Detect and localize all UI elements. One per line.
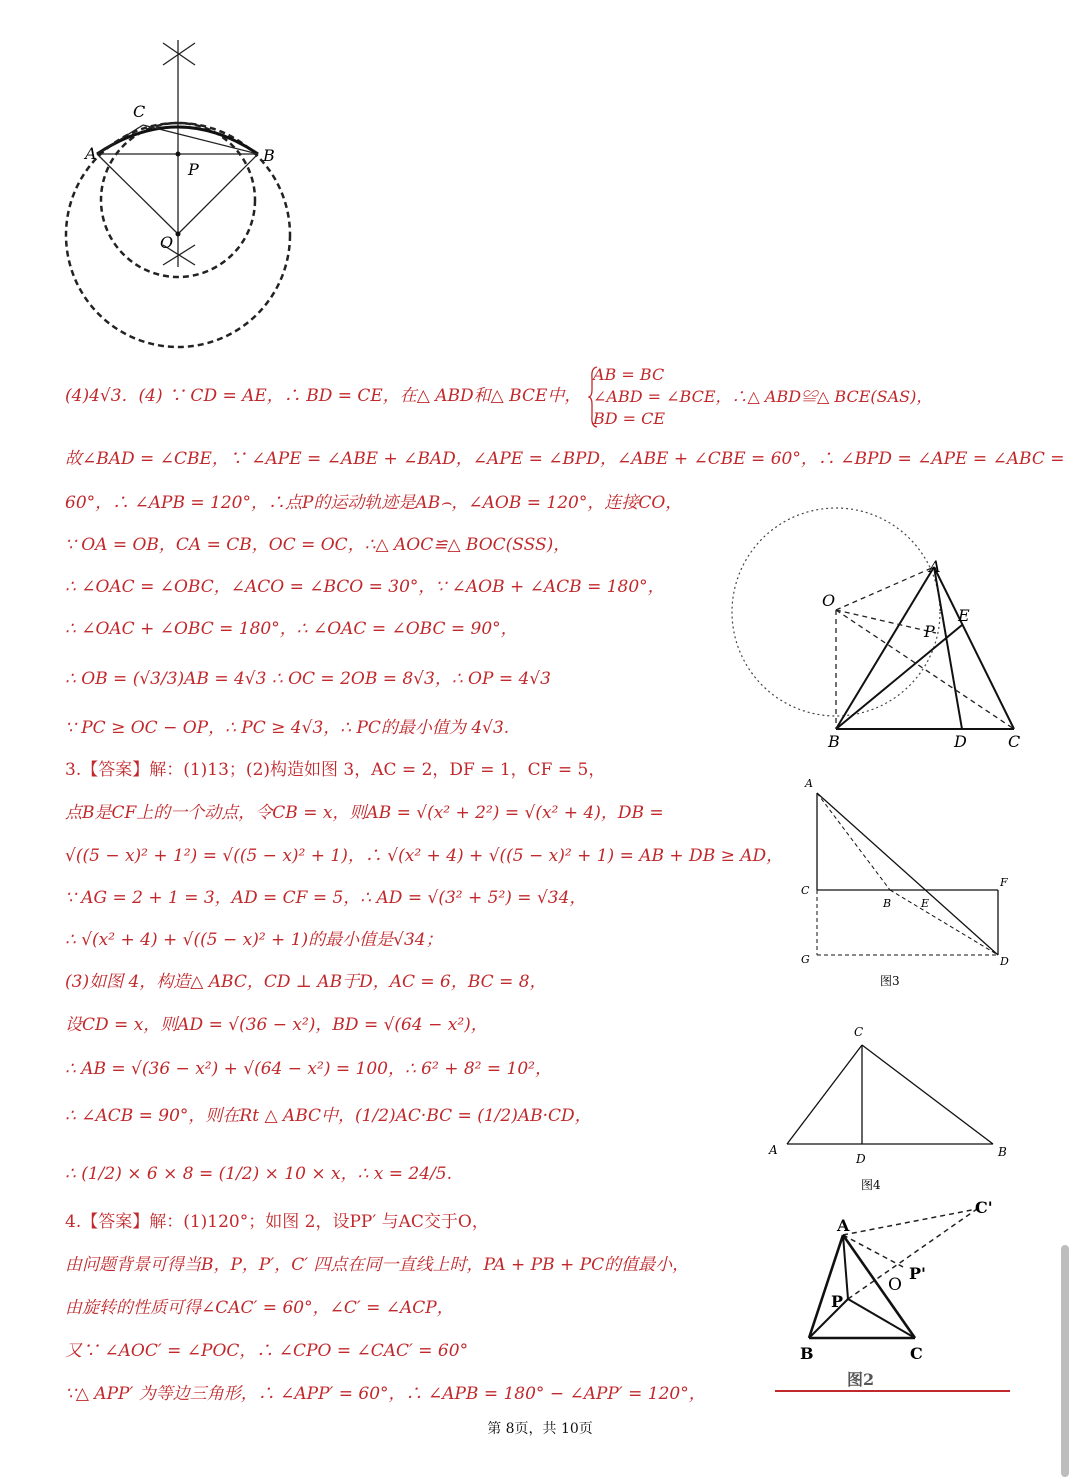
label-B: B	[800, 1344, 814, 1363]
answer-4-heading: 4.【答案】解：(1)120°；如图 2，设PP′ 与AC交于O，	[65, 1212, 489, 1232]
label-D: D	[856, 1152, 866, 1166]
solution-line: 由旋转的性质可得∠CAC′ = 60°，∠C′ = ∠ACP，	[65, 1298, 454, 1318]
figure-arc-construction	[55, 35, 305, 355]
solution-line: 由问题背景可得当B，P，P′，C′ 四点在同一直线上时，PA + PB + PC的值最小，	[65, 1255, 690, 1275]
solution-line: (4)4√3．(4) ∵ CD = AE，∴ BD = CE，在△ ABD和△ BCE中，	[65, 386, 582, 406]
label-P: P	[831, 1292, 844, 1311]
solution-line: √((5 − x)² + 1²) = √((5 − x)² + 1)，∴ √(x² + 4) + √((5 − x)² + 1) = AB + DB ≥ AD，	[65, 846, 784, 866]
solution-line: 点B是CF上的一个动点，令CB = x，则AB = √(x² + 2²) = √(x² + 4)，DB =	[65, 803, 664, 823]
brace-system	[593, 364, 932, 430]
label-B: B	[263, 146, 275, 165]
label-B: B	[998, 1145, 1007, 1159]
figure-4	[765, 1020, 1015, 1200]
solution-line: 故∠BAD = ∠CBE，∵ ∠APE = ∠ABE + ∠BAD，∠APE = ∠BPD，∠ABE + ∠CBE = 60°，∴ ∠BPD = ∠APE = ∠ABC =	[65, 449, 1065, 469]
answer-3-heading: 3.【答案】解：(1)13；(2)构造如图 3，AC = 2，DF = 1，CF = 5，	[65, 760, 606, 780]
label-F: F	[1000, 876, 1008, 889]
label-C: C	[133, 102, 146, 121]
label-C: C	[854, 1025, 864, 1039]
solution-line: ∴ ∠OAC = ∠OBC，∠ACO = ∠BCO = 30°，∵ ∠AOB + ∠ACB = 180°，	[65, 577, 665, 597]
label-P: P	[924, 622, 935, 641]
label-A: A	[929, 557, 941, 576]
label-E: E	[958, 606, 970, 625]
page-footer: 第 8页，共 10页	[487, 1421, 593, 1437]
figure-4-caption: 图4	[861, 1178, 881, 1192]
label-D: D	[954, 732, 967, 751]
figure-circle-triangle	[722, 505, 1042, 755]
solution-line: (3)如图 4，构造△ ABC，CD ⊥ AB于D，AC = 6，BC = 8，	[65, 972, 547, 992]
label-G: G	[801, 953, 810, 966]
label-C-prime: C'	[975, 1198, 993, 1217]
figure-2	[795, 1195, 1010, 1395]
solution-line: 60°，∴ ∠APB = 120°，∴点P的运动轨迹是AB⌢，∠AOB = 120°，连接CO，	[65, 493, 683, 513]
solution-line: ∴ ∠OAC + ∠OBC = 180°，∴ ∠OAC = ∠OBC = 90°，	[65, 619, 518, 639]
brace-line: BD = CE	[593, 409, 666, 428]
label-P-prime: P'	[909, 1264, 926, 1283]
label-B: B	[883, 897, 892, 910]
label-A: A	[85, 144, 97, 163]
solution-line: ∵ AG = 2 + 1 = 3，AD = CF = 5，∴ AD = √(3² + 5²) = √34，	[65, 888, 587, 908]
label-O: O	[160, 233, 174, 252]
label-O: O	[822, 591, 836, 610]
figure-2-caption: 图2	[847, 1370, 875, 1389]
label-E: E	[921, 897, 930, 910]
solution-line: 设CD = x，则AD = √(36 − x²)，BD = √(64 − x²)，	[65, 1015, 488, 1035]
brace-line: AB = BC	[593, 365, 665, 384]
label-B: B	[828, 732, 840, 751]
solution-line: ∵ OA = OB，CA = CB，OC = OC，∴△ AOC≌△ BOC(SSS)，	[65, 535, 571, 555]
solution-line: ∴ (1/2) × 6 × 8 = (1/2) × 10 × x，∴ x = 24/5.	[65, 1164, 453, 1184]
label-D: D	[1000, 955, 1009, 968]
label-O: O	[888, 1275, 902, 1295]
solution-line: 又∵ ∠AOC′ = ∠POC，∴ ∠CPO = ∠CAC′ = 60°	[65, 1341, 469, 1361]
label-C: C	[1008, 732, 1021, 751]
label-A: A	[769, 1143, 778, 1157]
label-C: C	[801, 884, 810, 897]
label-P: P	[188, 160, 199, 179]
solution-line: ∴ OB = (√3/3)AB = 4√3 ∴ OC = 2OB = 8√3，∴ OP = 4√3	[65, 669, 551, 689]
label-A: A	[837, 1216, 850, 1235]
divider-rule	[775, 1390, 1010, 1392]
solution-line: ∵ PC ≥ OC − OP，∴ PC ≥ 4√3，∴ PC的最小值为 4√3.	[65, 718, 510, 738]
label-A: A	[805, 777, 813, 790]
solution-line: ∵△ APP′ 为等边三角形，∴ ∠APP′ = 60°，∴ ∠APB = 180° − ∠APP′ = 120°，	[65, 1384, 706, 1404]
solution-line: ∴ √(x² + 4) + √((5 − x)² + 1)的最小值是√34；	[65, 930, 443, 950]
vertical-scrollbar[interactable]	[1061, 1245, 1069, 1477]
figure-3-caption: 图3	[880, 974, 900, 988]
figure-3	[795, 775, 1020, 990]
solution-line: ∴ AB = √(36 − x²) + √(64 − x²) = 100，∴ 6² + 8² = 10²，	[65, 1059, 552, 1079]
brace-line: ∠ABD = ∠BCE，∴△ ABD≌△ BCE(SAS)，	[593, 387, 933, 406]
label-C: C	[910, 1344, 923, 1363]
solution-line: ∴ ∠ACB = 90°，则在Rt △ ABC中，(1/2)AC·BC = (1/2)AB·CD，	[65, 1106, 592, 1126]
